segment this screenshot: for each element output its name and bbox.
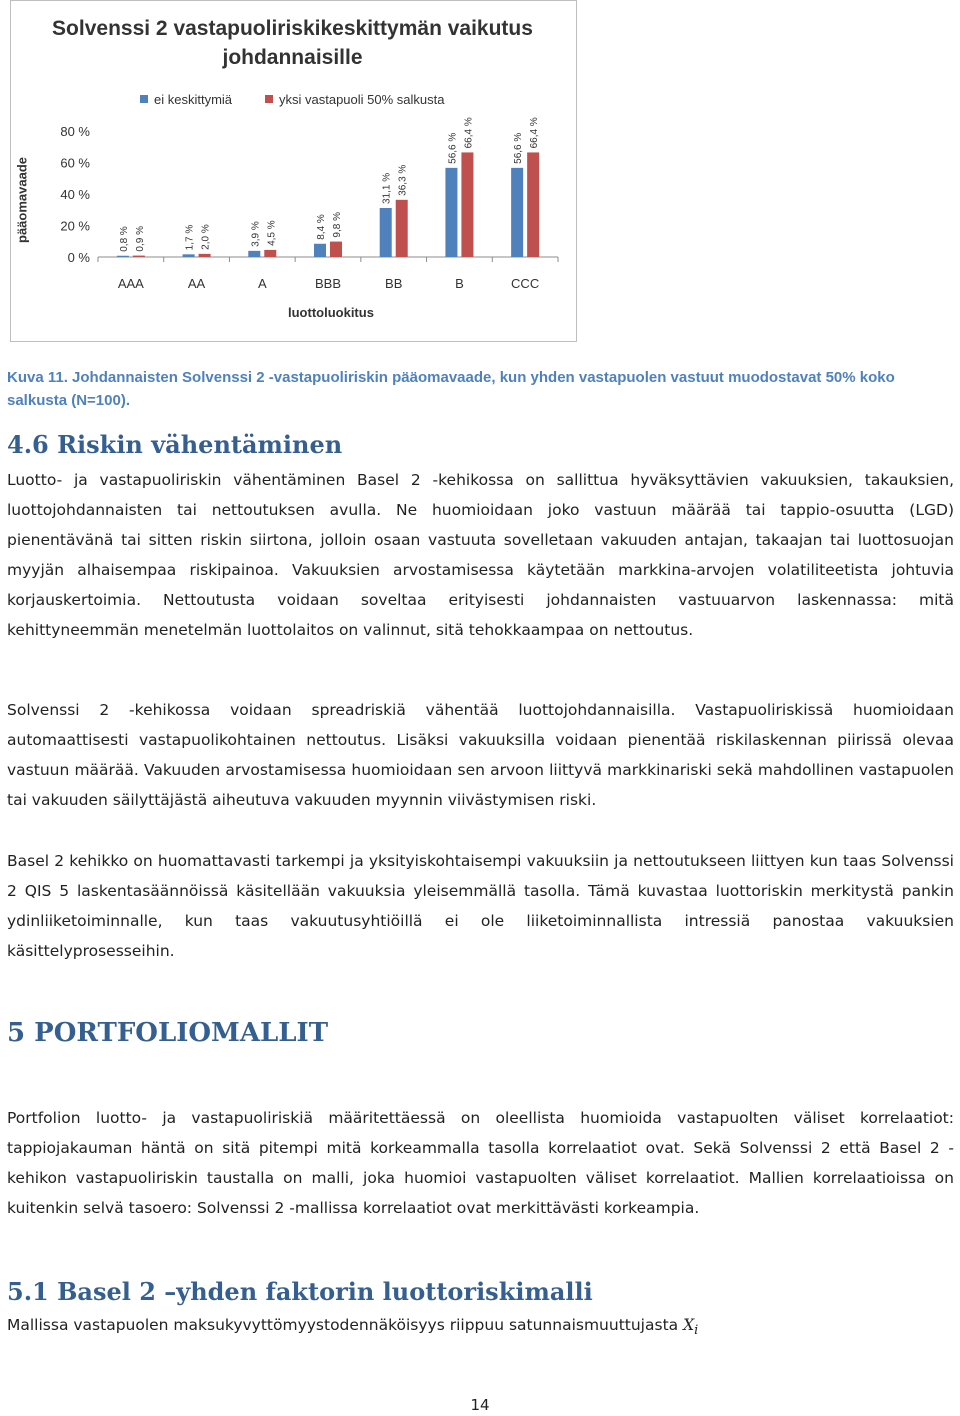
bar-yksi-vastapuoli-bb — [396, 200, 408, 257]
x-tick-label: AAA — [117, 276, 144, 291]
data-label: 8,4 % — [316, 214, 327, 240]
section-heading-5-1: 5.1 Basel 2 –yhden faktorin luottoriskimalli — [7, 1277, 593, 1306]
bar-ei-keskittymia-ccc — [511, 168, 523, 257]
data-label: 2,0 % — [200, 224, 212, 250]
data-label: 4,5 % — [266, 220, 278, 246]
math-variable — [683, 1316, 699, 1339]
y-tick-label: 60 % — [60, 155, 90, 171]
paragraph-5-1-1 — [7, 1310, 954, 1346]
x-tick-label: B — [455, 276, 464, 291]
bar-yksi-vastapuoli-b — [461, 152, 473, 257]
bar-yksi-vastapuoli-ccc — [527, 152, 539, 257]
y-tick-label: 40 % — [60, 187, 90, 202]
bar-yksi-vastapuoli-aaa — [133, 256, 145, 257]
data-label: 66,4 % — [529, 117, 541, 149]
paragraph-5-1-text: Mallissa vastapuolen maksukyvyttömyystodennäköisyys riippuu satunnaismuuttujasta — [7, 1316, 679, 1334]
data-label: 36,3 % — [397, 164, 409, 196]
page-number: 14 — [470, 1396, 490, 1414]
data-label: 31,1 % — [381, 172, 393, 205]
x-axis-title: luottoluokitus — [288, 305, 374, 320]
legend-label-series-2: yksi vastapuoli 50% salkusta — [279, 92, 445, 107]
paragraph-4-6-3: Basel 2 kehikko on huomattavasti tarkempi ja yksityiskohtaisempi vakuuksiin ja nettoutukseen liittyen kun taas Solvenssi 2 QIS 5 laskentasäännöissä käsitellään vakuuksia yleisemmällä tasolla. Tämä kuvastaa luottoriskin merkitystä pankin ydinliiketoiminnalle, kun taas vakuutusyhtiöillä ei ole liiketoiminnallista intressiä panostaa vakuuksien käsittelyprosesseihin. — [7, 852, 954, 960]
bar-ei-keskittymia-aaa — [117, 256, 129, 257]
bar-yksi-vastapuoli-a — [264, 250, 276, 257]
bar-ei-keskittymia-aa — [183, 254, 195, 257]
section-heading-4-6: 4.6 Riskin vähentäminen — [7, 430, 343, 459]
x-tick-label: CCC — [511, 276, 540, 291]
bar-ei-keskittymia-bbb — [314, 244, 326, 257]
y-tick-label: 20 % — [60, 218, 90, 234]
chart-title: Solvenssi 2 vastapuoliriskikeskittymän vaikutus johdannaisille — [52, 17, 533, 69]
data-label: 1,7 % — [184, 224, 196, 251]
data-label: 56,6 % — [513, 132, 525, 164]
data-label: 0,9 % — [134, 226, 146, 252]
x-tick-label: BB — [385, 276, 403, 291]
y-tick-label: 0 % — [67, 250, 90, 265]
section-heading-5: 5 PORTFOLIOMALLIT — [7, 1018, 329, 1048]
bar-yksi-vastapuoli-bbb — [330, 242, 342, 257]
x-tick-label: A — [257, 276, 267, 291]
bar-yksi-vastapuoli-aa — [199, 254, 211, 257]
bar-ei-keskittymia-a — [248, 251, 260, 257]
data-label: 56,6 % — [447, 132, 459, 164]
x-tick-label: AA — [187, 276, 206, 291]
y-axis-title: pääomavaade — [14, 157, 30, 243]
bar-ei-keskittymia-bb — [380, 208, 392, 257]
figure-caption: Kuva 11. Johdannaisten Solvenssi 2 -vastapuoliriskin pääomavaade, kun yhden vastapuolen vastuut muodostavat 50% koko salkusta (N=100). — [7, 369, 895, 409]
paragraph-5-1: Portfolion luotto- ja vastapuoliriskiä määritettäessä on oleellista huomioida vastapuolten väliset korrelaatiot: tappiojakauman häntä on sitä pitempi mitä korkeammalla tasolla korrelaatiot ovat. Sekä Solvenssi 2 että Basel 2 -kehikon vastapuoliriskin taustalla on malli, joka huomioi vastapuolten väliset korrelaatiot. Mallien korrelaatioissa on kuitenkin selvä tasoero: Solvenssi 2 -mallissa korrelaatiot ovat merkittävästi korkeampia. — [7, 1109, 954, 1217]
paragraph-4-6-2: Solvenssi 2 -kehikossa voidaan spreadriskiä vähentää luottojohdannaisilla. Vastapuoliriskissä huomioidaan automaattisesti vastapuolikohtainen nettoutus. Lisäksi vakuuksilla voidaan pienentää riskilaskennan piirissä olevaa vastuun määrää. Vakuuden arvostamisessa huomioidaan sen arvoon liittyvä markkinariski sekä mahdollinen vastapuolen tai vakuuden säilyttäjästä aiheutuva vakuuden myynnin viivästymisen riski. — [7, 701, 954, 809]
legend-label-series-1: ei keskittymiä — [154, 92, 233, 107]
x-tick-label: BBB — [314, 276, 342, 291]
y-tick-label: 80 % — [60, 124, 90, 139]
paragraph-4-6-1: Luotto- ja vastapuoliriskin vähentäminen Basel 2 -kehikossa on sallittua hyväksyttävien vakuuksien, takauksien, luottojohdannaisten tai nettoutuksen avulla. Ne huomioidaan joko vastuun määrää tai tappio-osuutta (LGD) pienentävänä tai sitten riskin siirtona, jolloin osaan vastuuta sovelletaan vakuuden antajan, takaajan tai luottosuojan myyjän alhaisempaa riskipainoa. Vakuuksien arvostamisessa käytetään markkina-arvojen volatiliteetista johtuvia korjauskertoimia. Nettoutusta voidaan soveltaa erityisesti johdannaisten vastuuarvon laskennassa: mitä kehittyneemmän menetelmän luottolaitos on valinnut, sitä tehokkaampaa on nettoutus. — [7, 471, 954, 639]
bar-chart — [0, 0, 580, 345]
data-label: 66,4 % — [463, 117, 475, 149]
data-label: 0,8 % — [118, 226, 130, 252]
math-var-sub: i — [694, 1323, 699, 1339]
math-var-x: X — [683, 1316, 695, 1334]
data-label: 3,9 % — [250, 221, 262, 247]
data-label: 9,8 % — [332, 211, 343, 238]
bar-ei-keskittymia-b — [445, 168, 457, 257]
